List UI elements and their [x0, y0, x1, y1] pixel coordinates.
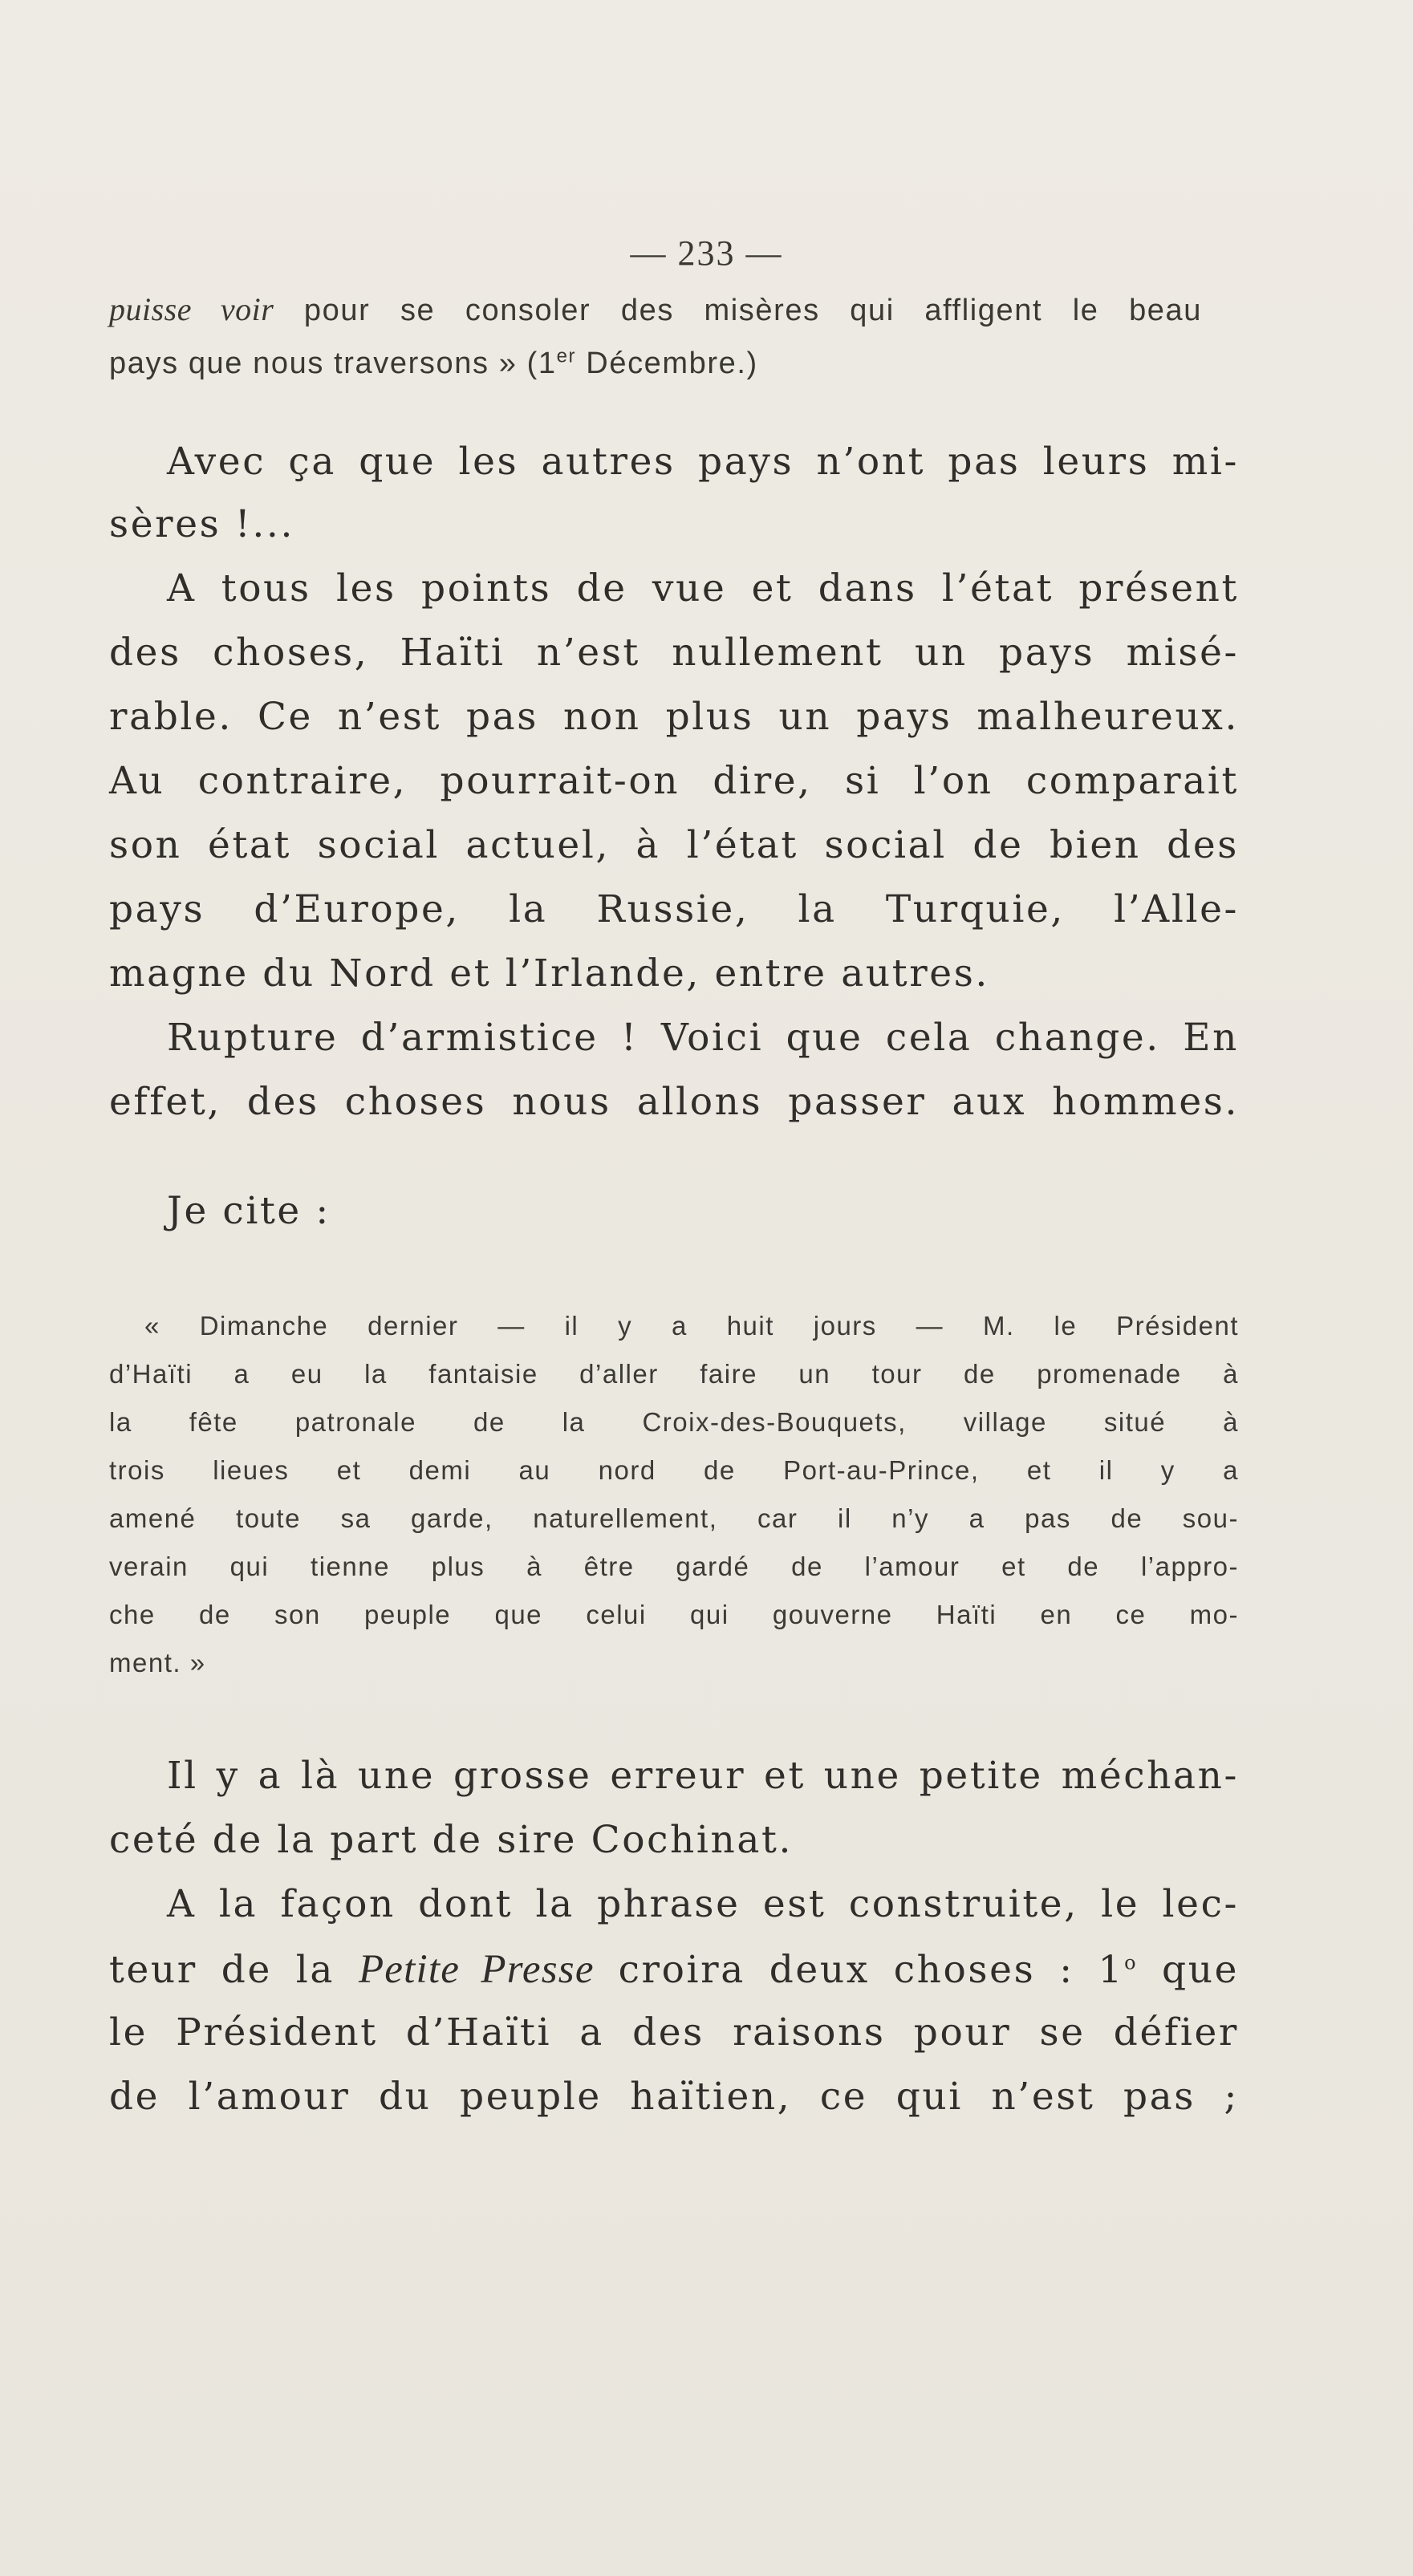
text-line: A la façon dont la phrase est construite, le lec- [167, 1882, 1239, 1926]
text-line: Rupture d’armistice ! Voici que cela change. En [167, 1016, 1239, 1060]
citation-line: amené toute sa garde, naturellement, car il n’y a pas de sou- [109, 1503, 1239, 1533]
text-line: ceté de la part de sire Cochinat. [109, 1818, 794, 1862]
text-line: le Président d’Haïti a des raisons pour se défier [109, 2010, 1239, 2055]
text-line: effet, des choses nous allons passer aux hommes. [109, 1080, 1239, 1124]
citation-line: verain qui tienne plus à être gardé de l’amour et de l’appro- [109, 1552, 1239, 1581]
citation-line: la fête patronale de la Croix-des-Bouquets, village situé à [109, 1407, 1239, 1437]
citation-line: ment. » [109, 1648, 206, 1677]
text-line: Avec ça que les autres pays n’ont pas leurs mi- [167, 440, 1239, 484]
italic-title: Petite Presse [358, 1947, 595, 1992]
citation-line: « Dimanche dernier — il y a huit jours — M. le Président [144, 1311, 1239, 1341]
text-line: Il y a là une grosse erreur et une petite méchan- [167, 1754, 1239, 1798]
text-line: de l’amour du peuple haïtien, ce qui n’est pas ; [109, 2075, 1239, 2119]
text-line: magne du Nord et l’Irlande, entre autres. [109, 951, 989, 996]
text-line: Je cite : [167, 1189, 331, 1233]
text-line: des choses, Haïti n’est nullement un pays misé- [109, 631, 1239, 675]
text-line: A tous les points de vue et dans l’état présent [167, 566, 1239, 611]
text-line: sères !... [109, 502, 294, 546]
citation-line: d’Haïti a eu la fantaisie d’aller faire un tour de promenade à [109, 1359, 1239, 1389]
text-line: son état social actuel, à l’état social de bien des [109, 823, 1239, 867]
quote-continuation-line: puisse voir pour se consoler des misères qui affligent le beau [109, 291, 1203, 327]
quote-continuation-line: pays que nous traversons » (1er Décembre.) [109, 345, 758, 380]
citation-line: trois lieues et demi au nord de Port-au-Prince, et il y a [109, 1455, 1239, 1485]
text-line: pays d’Europe, la Russie, la Turquie, l’Alle- [109, 887, 1239, 931]
italic-phrase: puisse voir [109, 291, 274, 327]
text-line: Au contraire, pourrait-on dire, si l’on comparait [109, 759, 1239, 803]
text-line: rable. Ce n’est pas non plus un pays malheureux. [109, 695, 1239, 739]
text-line: teur de la Petite Presse croira deux choses : 1$^o$ que [109, 1947, 1240, 1992]
page-number: — 233 — [630, 233, 783, 273]
citation-line: che de son peuple que celui qui gouverne Haïti en ce mo- [109, 1600, 1239, 1629]
